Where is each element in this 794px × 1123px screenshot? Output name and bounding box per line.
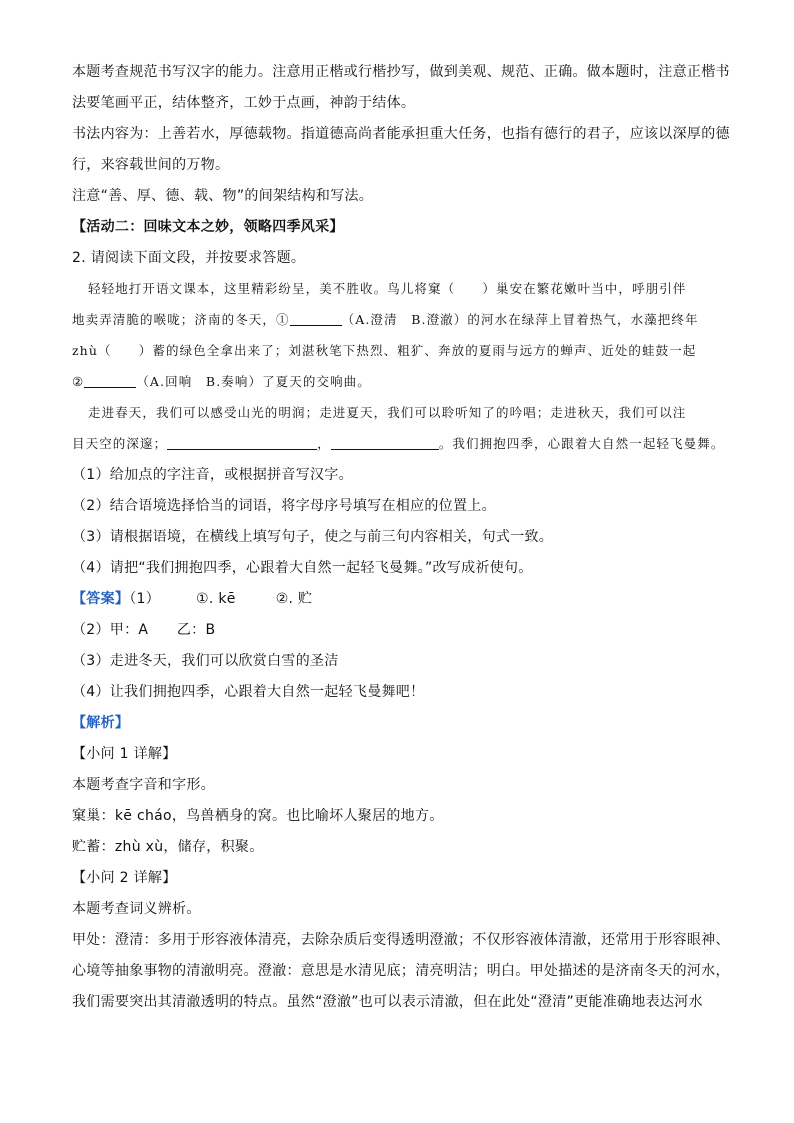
intro-line-1: 本题考查规范书写汉字的能力。注意用正楷或行楷抄写，做到美观、规范、正确。做本题时，注意正楷书 bbox=[72, 64, 730, 80]
answer-1-item-2: ②. 贮 bbox=[275, 591, 313, 607]
passage-line-5: 走进春天，我们可以感受山光的明润；走进夏天，我们可以聆听知了的吟唱；走进秋天，我们可以注 bbox=[88, 405, 687, 420]
intro-line-4: 行，来容载世间的万物。 bbox=[72, 157, 230, 173]
sub-question-3: （3）请根据语境，在横线上填写句子，使之与前三句内容相关，句式一致。 bbox=[72, 529, 554, 545]
passage-text: 目天空的深邃； bbox=[72, 436, 168, 451]
blank-2[interactable] bbox=[84, 373, 136, 388]
sub-analysis-2-title: 【小问 2 详解】 bbox=[72, 870, 177, 886]
answer-line-1 bbox=[72, 589, 722, 620]
passage-text: ② bbox=[72, 374, 85, 389]
analysis-label: 【解析】 bbox=[72, 715, 130, 731]
sub-question-4: （4）请把“我们拥抱四季，心跟着大自然一起轻飞曼舞。”改写成祈使句。 bbox=[72, 560, 533, 576]
answer-label: 【答案】 bbox=[72, 591, 130, 607]
passage-text: 地卖弄清脆的喉咙；济南的冬天，① bbox=[72, 312, 290, 327]
passage-text: （A.回响 B.奏响）了夏天的交响曲。 bbox=[136, 374, 371, 389]
analysis-2-line-1: 本题考查词义辨析。 bbox=[72, 901, 201, 917]
question-title: 2. 请阅读下面文段，并按要求答题。 bbox=[72, 250, 306, 266]
passage-line-3: zhù（ ）蓄的绿色全拿出来了；刘湛秋笔下热烈、粗犷、奔放的夏雨与远方的蝉声、近处的蛙鼓一起 bbox=[72, 343, 697, 358]
activity-heading: 【活动二：回味文本之妙，领略四季风采】 bbox=[72, 219, 344, 235]
passage-text: （A.澄清 B.澄澈）的河水在绿萍上冒着热气，水藻把终年 bbox=[341, 312, 699, 327]
sub-question-2: （2）结合语境选择恰当的词语，将字母序号填写在相应的位置上。 bbox=[72, 498, 496, 514]
passage-line-1: 轻轻地打开语文课本，这里精彩纷呈，美不胜收。鸟儿将窠（ ）巢安在繁花嫩叶当中，呼朋引伴 bbox=[88, 281, 687, 296]
passage-line-2 bbox=[72, 310, 722, 341]
answer-1-prefix: （1） bbox=[129, 591, 161, 607]
analysis-2-line-4: 我们需要突出其清澈透明的特点。虽然“澄澈”也可以表示清澈，但在此处“澄清”更能准确地表达河水 bbox=[72, 994, 703, 1010]
sub-analysis-1-title: 【小问 1 详解】 bbox=[72, 746, 177, 762]
blank-1[interactable] bbox=[290, 311, 342, 326]
intro-line-2: 法要笔画平正，结体整齐，工妙于点画，神韵于结体。 bbox=[72, 95, 416, 111]
passage-line-4 bbox=[72, 372, 722, 403]
answer-line-4: （4）让我们拥抱四季，心跟着大自然一起轻飞曼舞吧！ bbox=[72, 684, 425, 700]
passage-line-6 bbox=[72, 434, 725, 465]
analysis-1-line-2: 窠巢：kē cháo，鸟兽栖身的窝。也比喻坏人聚居的地方。 bbox=[72, 808, 444, 824]
blank-3b[interactable] bbox=[331, 435, 439, 450]
document-page bbox=[72, 62, 730, 1023]
passage-text: ， bbox=[317, 436, 331, 451]
answer-line-3: （3）走进冬天，我们可以欣赏白雪的圣洁 bbox=[72, 653, 339, 669]
analysis-1-line-3: 贮蓄：zhù xù，储存，积聚。 bbox=[72, 839, 264, 855]
passage-text: 。我们拥抱四季，心跟着大自然一起轻飞曼舞。 bbox=[438, 436, 725, 451]
analysis-2-line-3: 心境等抽象事物的清澈明亮。澄澈：意思是水清见底；清亮明洁；明白。甲处描述的是济南冬天的河水， bbox=[72, 963, 730, 979]
analysis-1-line-1: 本题考查字音和字形。 bbox=[72, 777, 215, 793]
blank-3a[interactable] bbox=[167, 435, 317, 450]
analysis-2-line-2: 甲处：澄清：多用于形容液体清亮，去除杂质后变得透明澄澈；不仅形容液体清澈，还常用于形容眼神、 bbox=[72, 932, 730, 948]
sub-question-1: （1）给加点的字注音，或根据拼音写汉字。 bbox=[72, 467, 353, 483]
answer-line-2: （2）甲：A 乙：B bbox=[72, 622, 216, 638]
answer-1-item-1: ①. kē bbox=[196, 591, 236, 607]
intro-line-5: 注意“善、厚、德、载、物”的间架结构和写法。 bbox=[72, 188, 374, 204]
intro-line-3: 书法内容为：上善若水，厚德载物。指道德高尚者能承担重大任务，也指有德行的君子，应该以深厚的德 bbox=[72, 126, 730, 142]
